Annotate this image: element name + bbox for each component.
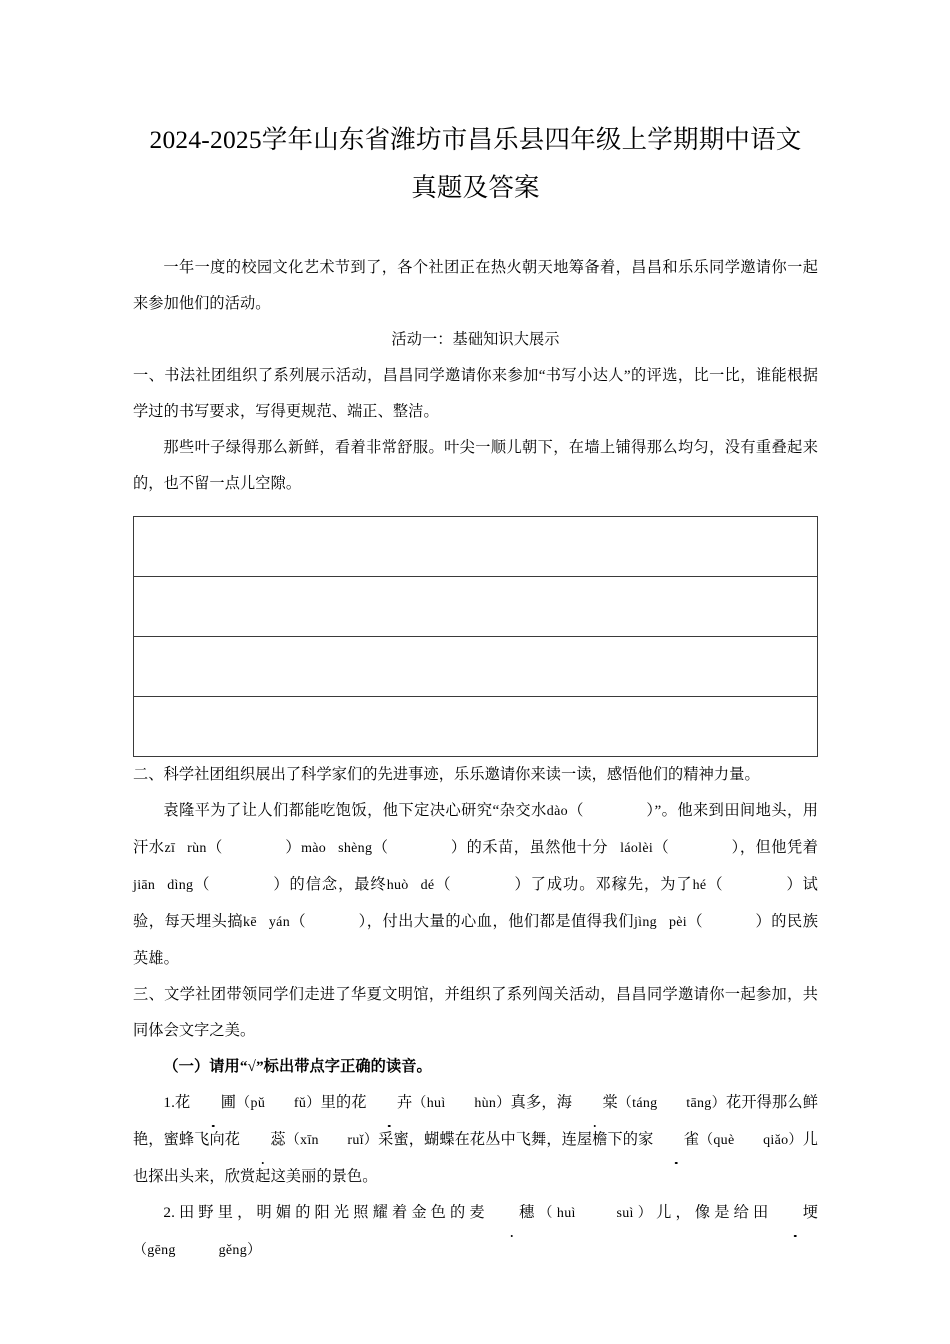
pinyin-de: dé xyxy=(420,878,435,893)
cloze-text-3b: 的信念，最终 xyxy=(289,876,387,893)
handwriting-grid-table xyxy=(133,516,818,757)
document-title-line-1: 2024-2025学年山东省潍坊市昌乐县四年级上学期期中语文 xyxy=(149,125,802,154)
pinyin-he: hé xyxy=(692,878,707,893)
handwriting-cell[interactable] xyxy=(134,697,818,757)
q2-pinyin-2[interactable]: （gēng gěng） xyxy=(133,1243,262,1258)
activity-one-heading: 活动一：基础知识大展示 xyxy=(391,331,560,348)
emphasis-char-que: 雀 xyxy=(653,1122,699,1158)
section-one-prompt: 一、书法社团组织了系列展示活动，昌昌同学邀请你来参加“书写小达人”的评选，比一比，谁能根据学过的书写要求，写得更规范、端正、整洁。 xyxy=(133,367,818,420)
question-2 xyxy=(133,1195,818,1269)
question-2-number: 2. xyxy=(163,1204,175,1221)
emphasis-char-hui: 卉 xyxy=(367,1085,413,1121)
cloze-text-4a: 了成功。邓稼先，为了 xyxy=(530,876,693,893)
section-two-cloze: 袁隆平为了让人们都能吃饱饭，他下定决心研究“杂交水dào（ ）”。他来到田间地头，用汗水zī rùn（ ）mào shèng（ ）的禾苗，虽然他十分 láolèi（ ），但他凭着jiān dìng（ ）的信念，最终huò dé（ ）了成功。邓稼先，为了hé（ ）试验，每天埋头搞kē yán（ ），付出大量的心血，他们都是值得我们jìng pèi（ ）的民族英雄。 xyxy=(133,802,819,967)
q2-text-2: 儿，像是给田 xyxy=(656,1204,773,1221)
question-1 xyxy=(133,1085,818,1195)
q1-text-2: 里的花 xyxy=(320,1094,367,1111)
q1-pinyin-5[interactable]: （què qiǎo） xyxy=(699,1133,803,1148)
page-content xyxy=(133,0,818,1269)
emphasis-char-rui: 蕊 xyxy=(240,1122,286,1158)
document-title-line-2: 真题及答案 xyxy=(411,173,540,202)
q2-pinyin-1[interactable]: （huì suì） xyxy=(534,1206,657,1221)
handwriting-cell[interactable] xyxy=(134,637,818,697)
handwriting-grid-body xyxy=(134,517,818,757)
intro-paragraph: 一年一度的校园文化艺术节到了，各个社团正在热火朝天地筹备着，昌昌和乐乐同学邀请你一起来参加他们的活动。 xyxy=(133,259,818,312)
q1-pinyin-3[interactable]: （táng tāng） xyxy=(617,1096,726,1111)
section-one-copy-text: 那些叶子绿得那么新鲜，看着非常舒服。叶尖一顺儿朝下，在墙上铺得那么均匀，没有重叠起来的，也不留一点儿空隙。 xyxy=(133,439,818,492)
q1-text-5: 采蜜，蝴蝶在花丛中飞舞，连屋檐下的家 xyxy=(378,1131,654,1148)
q1-pinyin-1[interactable]: （pǔ fǔ） xyxy=(236,1096,321,1111)
q1-text-1: 花 xyxy=(174,1094,191,1111)
cloze-text-1b: ”。他来到田 xyxy=(654,802,741,819)
title-spacer xyxy=(133,212,818,250)
handwriting-cell[interactable] xyxy=(134,577,818,637)
pinyin-lao: láo xyxy=(620,841,639,856)
emphasis-char-tang: 棠 xyxy=(572,1085,618,1121)
pinyin-mao: mào xyxy=(301,841,327,856)
cloze-text-1a: 袁隆平为了让人们都能吃饱饭，他下定决心研究“杂交水 xyxy=(163,802,547,819)
section-three-prompt: 三、文学社团带领同学们走进了华夏文明馆，并组织了系列闯关活动，昌昌同学邀请你一起参加，共同体会文字之美。 xyxy=(133,986,818,1039)
table-row[interactable] xyxy=(134,577,818,637)
cloze-text-5b: 的民族英雄。 xyxy=(133,913,819,967)
pinyin-sheng: shèng xyxy=(338,841,373,856)
section-two-prompt: 二、科学社团组织展出了科学家们的先进事迹，乐乐邀请你来读一读，感悟他们的精神力量。 xyxy=(133,766,760,783)
pinyin-dao: dào xyxy=(546,804,568,819)
pinyin-run: rùn xyxy=(187,841,207,856)
q2-text-1: 田野里，明媚的阳光照耀着金色的麦 xyxy=(174,1204,489,1221)
cloze-text-2a: 间地头，用汗水 xyxy=(133,802,819,856)
pinyin-huo: huò xyxy=(386,878,409,893)
emphasis-char-geng: 埂 xyxy=(772,1195,818,1231)
cloze-text-5a: 他们都是值得我们 xyxy=(508,913,634,930)
cloze-text-4b: 试验，每天埋头搞 xyxy=(133,876,818,930)
table-row[interactable] xyxy=(134,637,818,697)
table-row[interactable] xyxy=(134,697,818,757)
cloze-text-4c: ，付出大量的心血， xyxy=(366,913,509,930)
document-title xyxy=(133,0,818,212)
pinyin-ding: dìng xyxy=(167,878,194,893)
emphasis-char-sui: 穗 xyxy=(489,1195,535,1231)
emphasis-char-pu: 圃 xyxy=(190,1085,236,1121)
pinyin-zi: zī xyxy=(164,841,176,856)
q1-text-3: 真多，海 xyxy=(510,1094,573,1111)
pinyin-jian: jiān xyxy=(133,878,156,893)
pinyin-jing: jìng xyxy=(633,915,657,930)
q1-text-6: 儿也探出头来，欣赏起这美丽的景色。 xyxy=(133,1131,818,1185)
q1-text-4: 花开得那么鲜艳，蜜蜂飞向花 xyxy=(133,1094,819,1148)
table-row[interactable] xyxy=(134,517,818,577)
pinyin-ke: kē xyxy=(243,915,257,930)
cloze-text-2b: 的禾苗，虽然他十分 xyxy=(466,839,609,856)
section-three-sub-heading: （一）请用“√”标出带点字正确的读音。 xyxy=(163,1058,432,1075)
pinyin-pei: pèi xyxy=(668,915,687,930)
cloze-text-3a: ，但他凭着 xyxy=(739,839,819,856)
question-1-number: 1. xyxy=(163,1094,175,1111)
q1-pinyin-2[interactable]: （huì hùn） xyxy=(412,1096,511,1111)
handwriting-cell[interactable] xyxy=(134,517,818,577)
q1-pinyin-4[interactable]: （xīn ruǐ） xyxy=(285,1133,379,1148)
pinyin-yan: yán xyxy=(268,915,290,930)
pinyin-lei: lèi xyxy=(638,841,654,856)
